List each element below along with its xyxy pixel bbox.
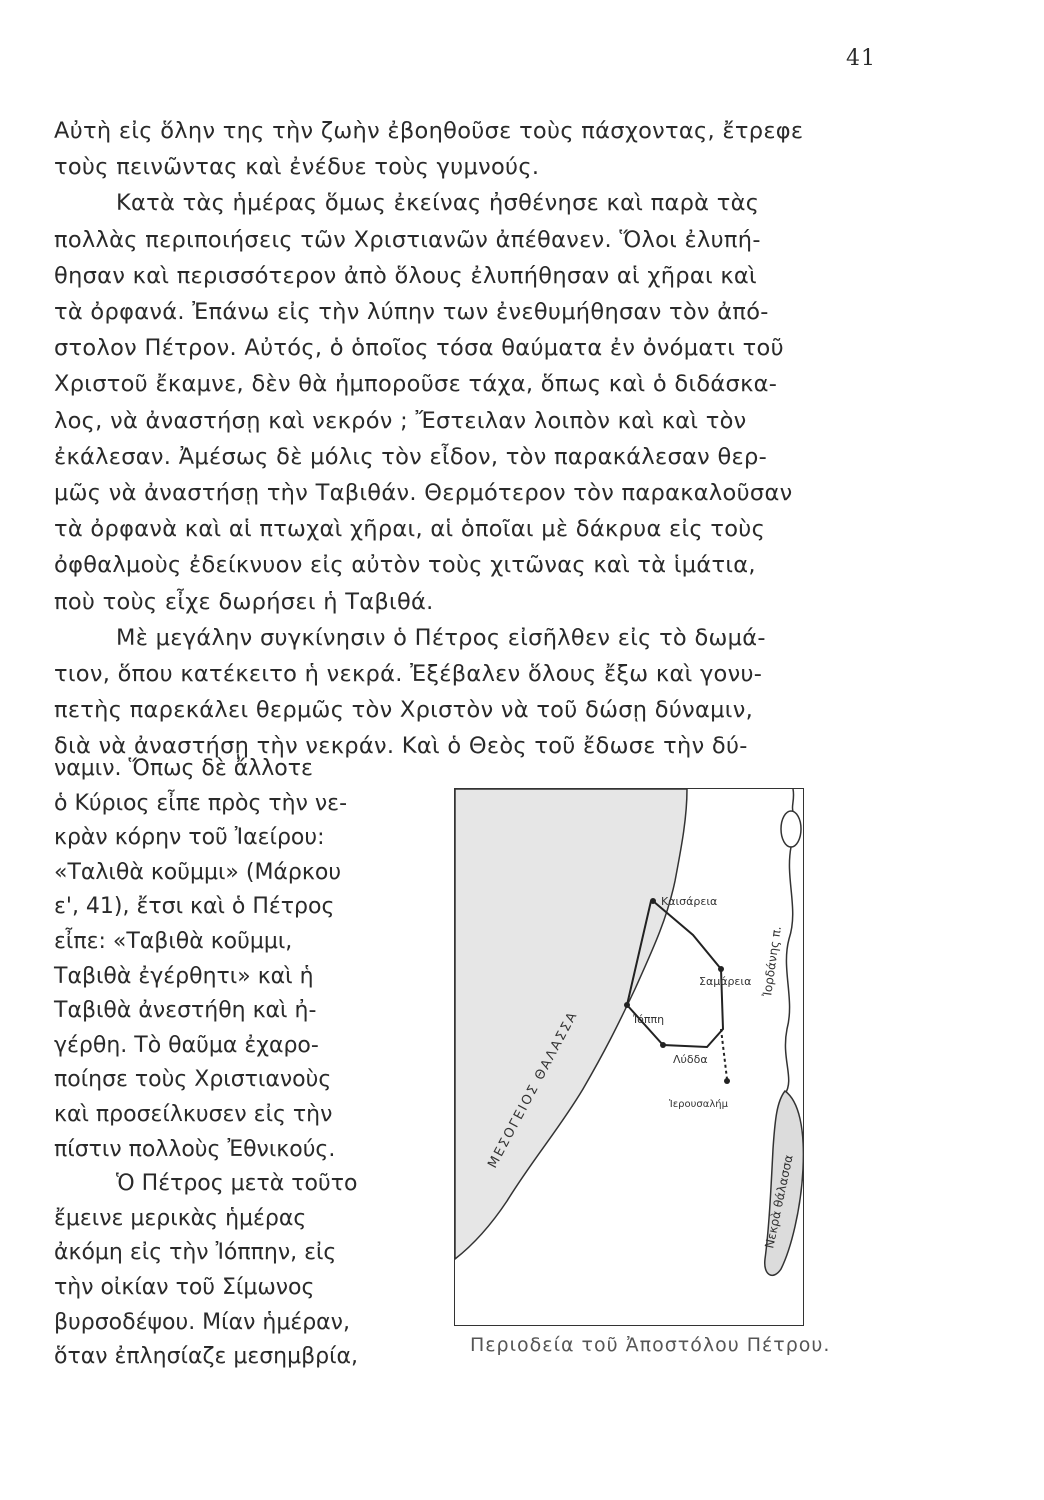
column-text-line: «Ταλιθὰ κοῦμμι» (Μάρκου <box>54 859 342 885</box>
column-text-line: ὅταν ἐπλησίαζε μεσημβρία, <box>54 1344 359 1370</box>
label-joppa: Ἰόππη <box>633 1013 665 1026</box>
label-jerusalem: Ἱερουσαλήμ <box>669 1099 728 1110</box>
text-line: τὰ ὀρφανὰ καὶ αἱ πτωχαὶ χῆραι, αἱ ὁποῖαι μὲ δάκρυα εἰς τοὺς <box>54 516 766 543</box>
column-text-line: πίστιν πολλοὺς Ἐθνικούς. <box>54 1136 336 1162</box>
column-text-line: εἶπε: «Ταβιθὰ κοῦμμι, <box>54 929 293 954</box>
text-line: Χριστοῦ ἔκαμνε, δὲν θὰ ἠμποροῦσε τάχα, ὅπως καὶ ὁ διδάσκα- <box>54 371 778 398</box>
map-svg <box>455 789 804 1326</box>
text-line: διὰ νὰ ἀναστήσῃ τὴν νεκράν. Καὶ ὁ Θεὸς τοῦ ἔδωσε τὴν δύ- <box>54 733 748 760</box>
map-caption: Περιοδεία τοῦ Ἀποστόλου Πέτρου. <box>470 1334 831 1356</box>
column-text-line: ναμιν. Ὅπως δὲ ἄλλοτε <box>54 756 313 781</box>
text-line: τιον, ὅπου κατέκειτο ἡ νεκρά. Ἐξέβαλεν ὅλους ἔξω καὶ γονυ- <box>54 661 763 687</box>
label-sea: ΜΕΣΟΓΕΙΟΣ ΘΑΛΑΣΣΑ <box>485 1008 582 1171</box>
text-line: Αὐτὴ εἰς ὅλην της τὴν ζωὴν ἐβοηθοῦσε τοὺς πάσχοντας, ἔτρεφε <box>54 118 804 144</box>
label-caesarea: Καισάρεια <box>661 895 718 908</box>
text-line: τὰ ὀρφανά. Ἐπάνω εἰς τὴν λύπην των ἐνεθυμήθησαν τὸν ἀπό- <box>54 299 769 325</box>
text-line: τοὺς πεινῶντας καὶ ἐνέδυε τοὺς γυμνούς. <box>54 154 540 181</box>
text-line: πολλὰς περιποιήσεις τῶν Χριστιανῶν ἀπέθανεν. Ὅλοι ἐλυπή- <box>54 226 761 253</box>
column-text-line: ἀκόμη εἰς τὴν Ἰόππην, εἰς <box>54 1240 337 1266</box>
joppa-dot <box>624 1002 630 1008</box>
jordan-river <box>785 847 793 1094</box>
caesarea-dot <box>650 898 656 904</box>
route-jerusalem <box>721 1029 727 1079</box>
text-line: ὀφθαλμοὺς ἐδείκνυον εἰς αὐτὸν τοὺς χιτῶνας καὶ τὰ ἱμάτια, <box>54 552 756 579</box>
label-dead-sea: Νεκρὰ θάλασσα <box>762 1153 796 1250</box>
text-line: μῶς νὰ ἀναστήσῃ τὴν Ταβιθάν. Θερμότερον τὸν παρακαλοῦσαν <box>54 480 793 506</box>
text-line: Κατὰ τὰς ἡμέρας ὅμως ἐκείνας ἠσθένησε καὶ παρὰ τὰς <box>116 190 760 217</box>
column-text-line: ἔμεινε μερικὰς ἡμέρας <box>54 1205 307 1231</box>
text-line: θησαν καὶ περισσότερον ἀπὸ ὅλους ἐλυπήθησαν αἱ χῆραι καὶ <box>54 262 757 289</box>
page-number: 41 <box>846 46 876 71</box>
column-text-line: Ταβιθὰ ἀνεστήθη καὶ ἠ- <box>54 998 317 1024</box>
column-text-line: ποίησε τοὺς Χριστιανοὺς <box>54 1067 332 1093</box>
text-line: στολον Πέτρον. Αὐτός, ὁ ὁποῖος τόσα θαύματα ἐν ὀνόματι τοῦ <box>54 335 784 362</box>
text-line: ποὺ τοὺς εἶχε δωρήσει ἡ Ταβιθά. <box>54 588 434 615</box>
label-lydda: Λύδδα <box>673 1053 708 1066</box>
column-text-line: ε', 41), ἔτσι καὶ ὁ Πέτρος <box>54 894 335 920</box>
column-text-line: κρὰν κόρην τοῦ Ἰαείρου: <box>54 825 325 851</box>
column-text-line: Ὁ Πέτρος μετὰ τοῦτο <box>116 1171 358 1197</box>
lydda-dot <box>660 1042 666 1048</box>
text-line: λος, νὰ ἀναστήσῃ καὶ νεκρόν ; Ἔστειλαν λοιπὸν καὶ καὶ τὸν <box>54 407 747 434</box>
samaria-dot <box>718 966 724 972</box>
column-text-line: τὴν οἰκίαν τοῦ Σίμωνος <box>54 1275 315 1300</box>
label-jordan: Ἰορδάνης π. <box>760 925 784 998</box>
column-text-line: καὶ προσείλκυσεν εἰς τὴν <box>54 1102 333 1127</box>
upper-river <box>792 789 793 811</box>
column-text-line: Ταβιθὰ ἐγέρθητι» καὶ ἡ <box>54 963 314 989</box>
text-line: Μὲ μεγάλην συγκίνησιν ὁ Πέτρος εἰσῆλθεν εἰς τὸ δωμά- <box>116 624 766 651</box>
text-line: ἐκάλεσαν. Ἀμέσως δὲ μόλις τὸν εἶδον, τὸν παρακάλεσαν θερ- <box>54 443 768 470</box>
label-samaria: Σαμάρεια <box>699 975 752 988</box>
column-text-line: βυρσοδέψου. Μίαν ἡμέραν, <box>54 1309 350 1335</box>
map-figure <box>454 788 804 1326</box>
text-line: πετὴς παρεκάλει θερμῶς τὸν Χριστὸν νὰ τοῦ δώσῃ δύναμιν, <box>54 697 754 724</box>
jerusalem-dot <box>724 1078 730 1084</box>
column-text-line: γέρθη. Τὸ θαῦμα ἐχαρο- <box>54 1032 319 1058</box>
column-text-line: ὁ Κύριος εἶπε πρὸς τὴν νε- <box>54 790 348 816</box>
lake-galilee <box>781 811 801 847</box>
